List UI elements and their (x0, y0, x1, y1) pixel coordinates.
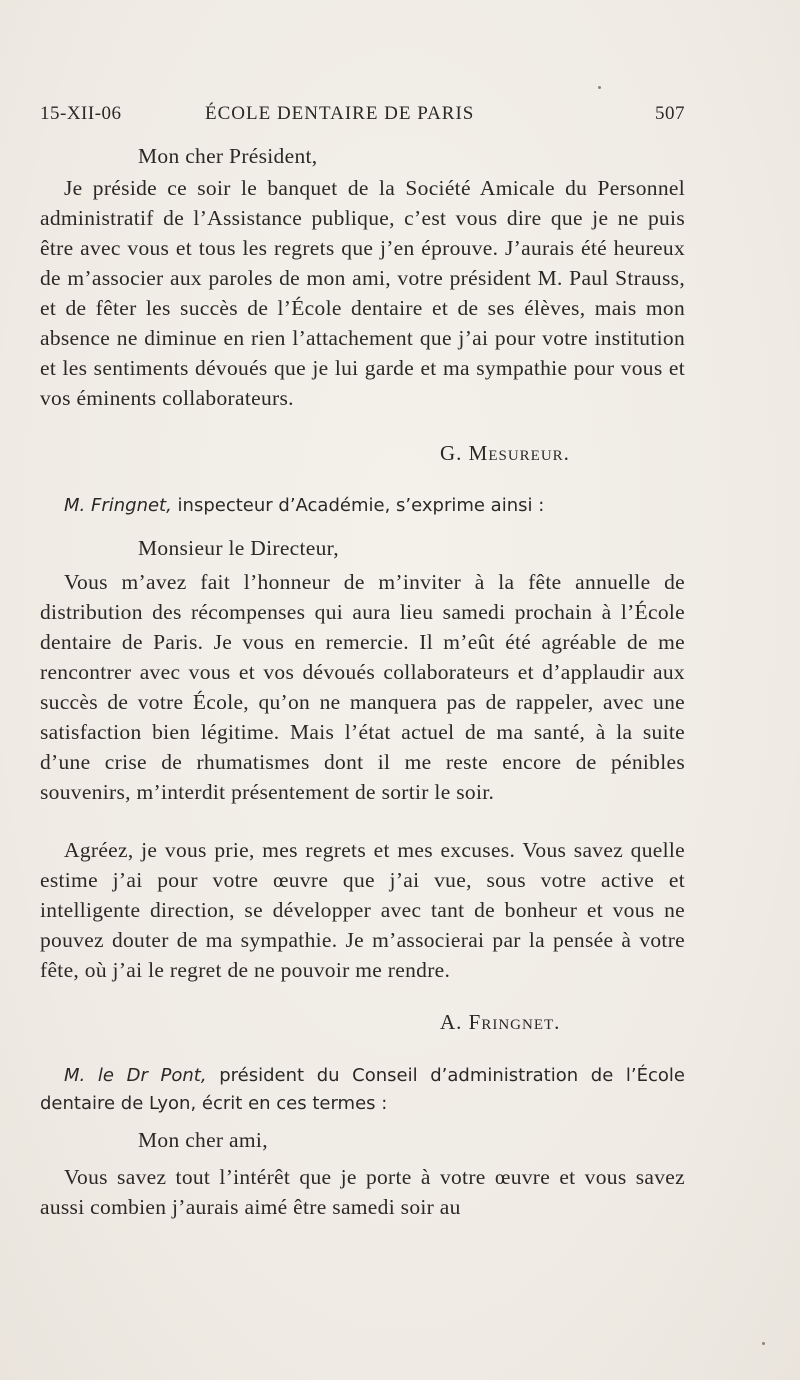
header-title: ÉCOLE DENTAIRE DE PARIS (205, 103, 475, 124)
intro-pont-text: président du Conseil d’administration de l’École dentaire de Lyon, écrit en ces termes : (40, 1065, 685, 1114)
paper-speck (598, 86, 601, 89)
letter2-signature (440, 1010, 560, 1035)
paper-speck (762, 1342, 765, 1345)
intro-pont (40, 1062, 685, 1118)
running-header (40, 103, 685, 133)
speaker-pont: M. le Dr Pont, (64, 1065, 207, 1086)
letter3-salutation: Mon cher ami, (138, 1128, 268, 1152)
page-number: 507 (655, 103, 685, 124)
letter2-paragraph-2: Agréez, je vous prie, mes regrets et mes excuses. Vous savez quelle estime j’ai pour votre œuvre que j’ai vue, sous votre active et intelligente direction, se développer avec tant de bonheur et vous ne pouvez douter de ma sympathie. Je m’associerai par la pensée à votre fête, où j’ai le regret de ne pouvoir me rendre. (40, 838, 685, 982)
speaker-fringnet: M. Fringnet, (64, 495, 172, 516)
letter1-signature-text: G. Mesureur. (440, 441, 570, 465)
letter2-paragraph-1: Vous m’avez fait l’honneur de m’inviter à la fête annuelle de distribution des récompenses qui aura lieu samedi prochain à l’École dentaire de Paris. Je vous en remercie. Il m’eût été agréable de me rencontrer avec vous et vos dévoués collaborateurs et d’applaudir aux succès de votre École, qu’on ne manquera pas de rappeler, avec une satisfaction bien légitime. Mais l’état actuel de ma santé, à la suite d’une crise de rhumatismes dont il me reste encore de pénibles souvenirs, m’interdit présentement de sortir le soir. (40, 570, 685, 804)
intro-fringnet (40, 492, 685, 520)
letter1-body: Je préside ce soir le banquet de la Société Amicale du Personnel administratif de l’Assistance publique, c’est vous dire que je ne puis être avec vous et tous les regrets que j’en éprouve. J’aurais été heureux de m’associer aux paroles de mon ami, votre président M. Paul Strauss, et de fêter les succès de l’École dentaire et de ses élèves, mais mon absence ne diminue en rien l’attachement que j’ai pour votre institution et les sentiments dévoués que je lui garde et ma sympathie pour vous et vos éminents collaborateurs. (40, 176, 685, 410)
letter1-signature (440, 441, 570, 466)
intro-fringnet-text: inspecteur d’Académie, s’exprime ainsi : (171, 495, 545, 516)
letter2-salutation: Monsieur le Directeur, (138, 536, 339, 560)
letter3-paragraph-1: Vous savez tout l’intérêt que je porte à votre œuvre et vous savez aussi combien j’aurais aimé être samedi soir au (40, 1165, 685, 1219)
letter1-salutation: Mon cher Président, (138, 144, 318, 168)
header-date: 15-XII-06 (40, 103, 122, 124)
letter2-signature-text: A. Fringnet. (440, 1010, 561, 1034)
